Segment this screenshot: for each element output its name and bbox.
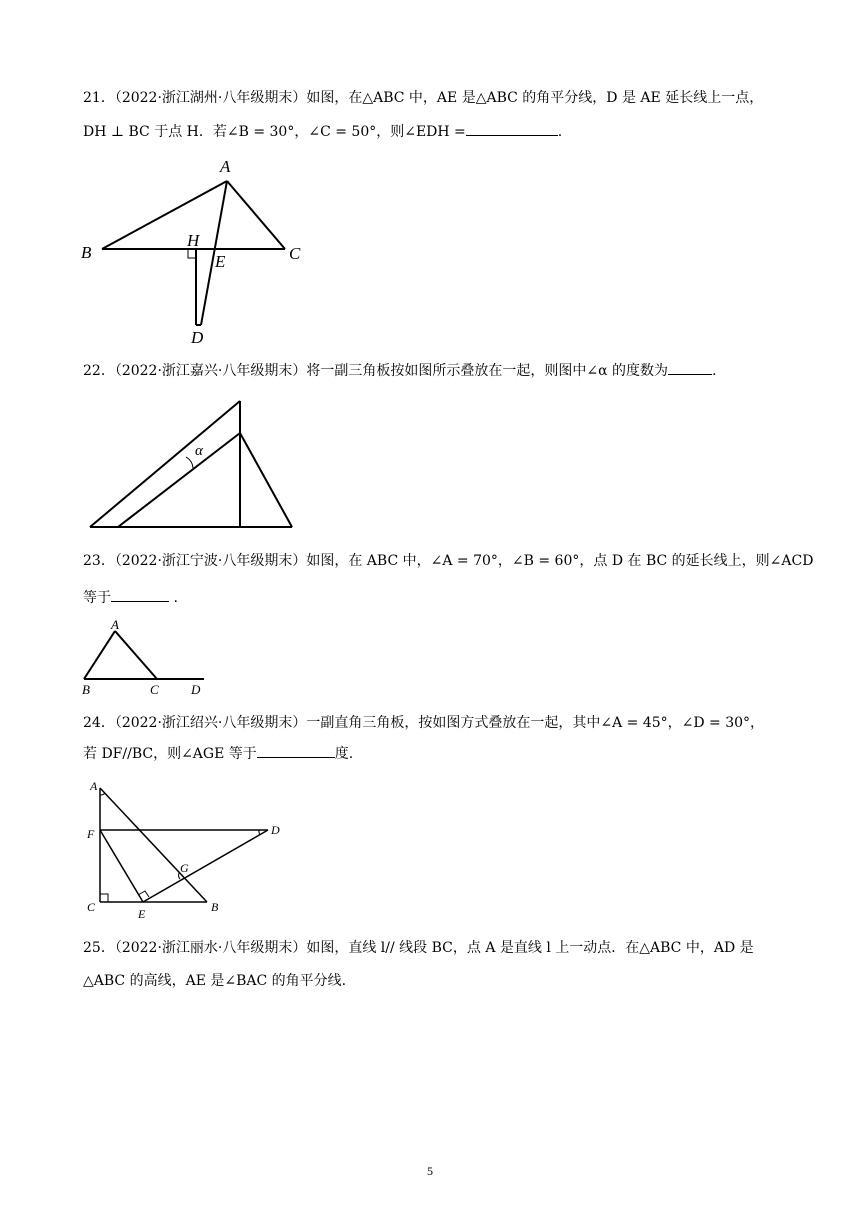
label-B: B <box>211 900 219 914</box>
label-E: E <box>138 907 146 920</box>
figure-22 <box>85 395 300 535</box>
figure-23 <box>78 615 213 700</box>
answer-blank[interactable] <box>466 121 558 136</box>
question-22-line1: 22．（2022·浙江嘉兴·八年级期末）将一副三角板按如图所示叠放在一起，则图中∠α 的度数为 . <box>83 356 783 386</box>
figure-24 <box>83 778 288 920</box>
figure-21 <box>78 150 328 350</box>
label-C: C <box>289 244 301 263</box>
label-A: A <box>220 157 231 176</box>
question-23-line2: 等于 . <box>83 583 783 613</box>
question-21-line1: 21．（2022·浙江湖州·八年级期末）如图，在△ABC 中，AE 是△ABC 的角平分线，D 是 AE 延长线上一点， <box>83 90 764 106</box>
label-alpha: α <box>195 443 203 459</box>
question-25-line2: △ABC 的高线，AE 是∠BAC 的角平分线. <box>83 973 347 989</box>
question-25-line1: 25．（2022·浙江丽水·八年级期末）如图，直线 l// 线段 BC，点 A 是直线 l 上一动点．在△ABC 中，AD 是 <box>83 940 754 956</box>
label-C: C <box>87 900 96 914</box>
label-H: H <box>187 231 200 250</box>
label-C: C <box>150 682 159 697</box>
label-B: B <box>81 243 92 262</box>
answer-blank[interactable] <box>111 587 169 602</box>
label-F: F <box>87 827 95 841</box>
label-B: B <box>82 682 90 697</box>
question-21-line2: DH ⊥ BC 于点 H．若∠B = 30°，∠C = 50°，则∠EDH = . <box>83 117 783 147</box>
answer-blank[interactable] <box>668 360 712 375</box>
page-number: 5 <box>427 1164 433 1178</box>
label-E: E <box>215 252 226 271</box>
question-24-line2: 若 DF//BC，则∠AGE 等于 度. <box>83 739 783 769</box>
question-24-line1: 24．（2022·浙江绍兴·八年级期末）一副直角三角板，按如图方式叠放在一起，其中∠A = 45°，∠D = 30°， <box>83 715 765 731</box>
question-23-line1: 23．（2022·浙江宁波·八年级期末）如图，在 ABC 中，∠A = 70°，∠B = 60°，点 D 在 BC 的延长线上，则∠ACD <box>83 553 814 569</box>
answer-blank[interactable] <box>257 743 335 758</box>
label-A: A <box>90 779 98 793</box>
label-D: D <box>191 682 201 697</box>
label-G: G <box>180 861 189 875</box>
label-D: D <box>271 823 280 837</box>
label-D: D <box>191 328 204 347</box>
label-A: A <box>111 617 119 632</box>
